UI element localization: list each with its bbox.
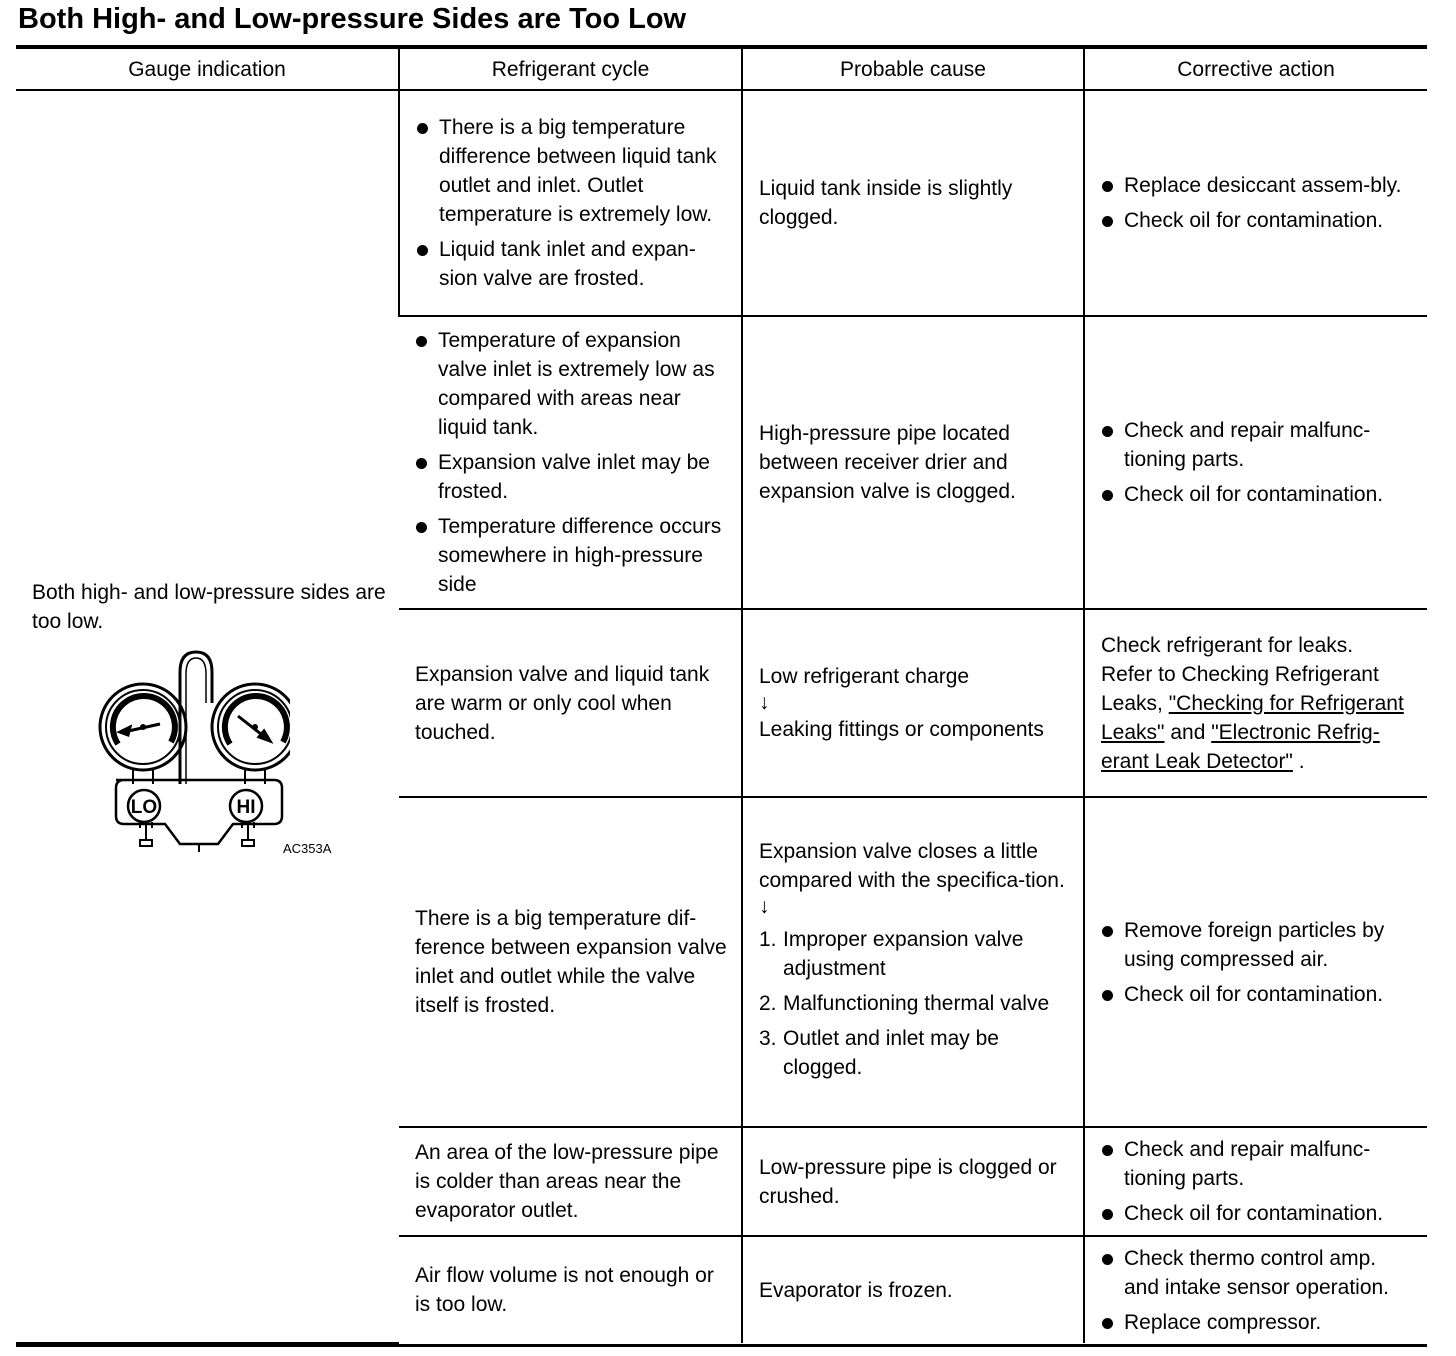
list-item: Check oil for contamination. xyxy=(1101,206,1415,235)
list-number: 3. xyxy=(759,1026,777,1050)
list-item: Liquid tank inlet and expan-sion valve are frosted. xyxy=(416,235,729,293)
cause-text: Low refrigerant charge xyxy=(759,665,970,688)
action-text: and xyxy=(1164,720,1212,744)
list-item: Replace compressor. xyxy=(1101,1308,1415,1337)
cause-text: Expansion valve closes a little compared with the specifica-tion. xyxy=(759,839,1065,892)
list-item: Check thermo control amp. and intake sensor operation. xyxy=(1101,1244,1415,1302)
action-cell xyxy=(1084,1236,1427,1343)
list-item-text: Improper expansion valve adjustment xyxy=(783,927,1024,980)
list-item: Expansion valve inlet may be frosted. xyxy=(415,448,729,506)
cause-cell: Liquid tank inside is slightly clogged. xyxy=(742,90,1084,316)
list-number: 1. xyxy=(759,927,777,951)
arrow-down-icon: ↓ xyxy=(759,691,770,714)
cycle-cell xyxy=(399,316,742,609)
cycle-cell: Air flow volume is not enough or is too low. xyxy=(415,1264,714,1316)
header-gauge-indication: Gauge indication xyxy=(16,49,399,90)
action-text: Check refrigerant for leaks. xyxy=(1101,633,1354,657)
action-cell xyxy=(1084,90,1427,316)
cycle-cell xyxy=(399,90,742,316)
cycle-cell: An area of the low-pressure pipe is colder than areas near the evaporator outlet. xyxy=(399,1127,742,1236)
list-item: Check and repair malfunc-tioning parts. xyxy=(1101,416,1415,474)
cause-cell xyxy=(742,797,1084,1127)
list-item: Check and repair malfunc-tioning parts. xyxy=(1101,1135,1415,1193)
list-item: Remove foreign particles by using compressed air. xyxy=(1101,916,1415,974)
list-item-text: Outlet and inlet may be clogged. xyxy=(783,1026,999,1079)
list-number: 2. xyxy=(759,991,777,1015)
gauge-indication-text: Both high- and low-pressure sides are too low. xyxy=(32,581,386,633)
cause-text: Leaking fittings or components xyxy=(759,718,1044,741)
hi-label: HI xyxy=(236,797,256,818)
list-item: There is a big temperature difference between liquid tank outlet and inlet. Outlet temperature is extremely low. xyxy=(416,113,729,229)
cycle-cell: Expansion valve and liquid tank are warm or only cool when touched. xyxy=(399,609,742,797)
table-row xyxy=(16,90,1427,316)
action-text xyxy=(1101,660,1415,776)
action-text: . xyxy=(1292,749,1305,773)
list-item xyxy=(759,925,1071,983)
list-item: Check oil for contamination. xyxy=(1101,980,1415,1009)
arrow-down-icon: ↓ xyxy=(759,894,770,918)
cause-cell: Evaporator is frozen. xyxy=(742,1236,1084,1343)
list-item: Temperature difference occurs somewhere in high-pressure side xyxy=(415,512,729,599)
list-item xyxy=(759,1024,1071,1082)
action-text: Refer to Checking Refrigerant Leaks, xyxy=(1101,662,1379,715)
manifold-gauge-illustration xyxy=(28,646,386,863)
header-row xyxy=(16,49,1427,90)
cause-cell: Low-pressure pipe is clogged or crushed. xyxy=(742,1127,1084,1236)
list-item: Replace desiccant assem-bly. xyxy=(1101,171,1415,200)
figure-id: AC353A xyxy=(283,841,332,856)
action-cell xyxy=(1084,797,1427,1127)
header-probable-cause: Probable cause xyxy=(742,49,1084,90)
action-cell xyxy=(1084,609,1427,797)
cause-cell xyxy=(742,609,1084,797)
list-item: Check oil for contamination. xyxy=(1101,1199,1415,1228)
diagnosis-table xyxy=(16,49,1427,1344)
action-cell xyxy=(1084,1127,1427,1236)
checking-refrigerant-leaks-link[interactable]: "Checking for Refrigerant Leaks" xyxy=(1101,691,1404,744)
cycle-cell: There is a big temperature dif-ference between expansion valve inlet and outlet while the valve itself is frosted. xyxy=(399,797,742,1127)
manifold-gauge-icon xyxy=(28,646,290,852)
gauge-indication-cell xyxy=(16,90,399,1343)
list-item-text: Malfunctioning thermal valve xyxy=(783,991,1050,1015)
action-cell xyxy=(1084,316,1427,609)
header-refrigerant-cycle: Refrigerant cycle xyxy=(399,49,742,90)
bottom-rule xyxy=(16,1344,1427,1347)
header-corrective-action: Corrective action xyxy=(1084,49,1427,90)
cause-cell: High-pressure pipe located between receiver drier and expansion valve is clogged. xyxy=(742,316,1084,609)
page-title: Both High- and Low-pressure Sides are Too Low xyxy=(18,3,687,35)
list-item: Check oil for contamination. xyxy=(1101,480,1415,509)
list-item: Temperature of expansion valve inlet is extremely low as compared with areas near liquid tank. xyxy=(415,326,729,442)
list-item xyxy=(759,989,1071,1018)
lo-label: LO xyxy=(130,797,158,818)
electronic-leak-detector-link[interactable]: "Electronic Refrig-erant Leak Detector" xyxy=(1101,720,1380,773)
